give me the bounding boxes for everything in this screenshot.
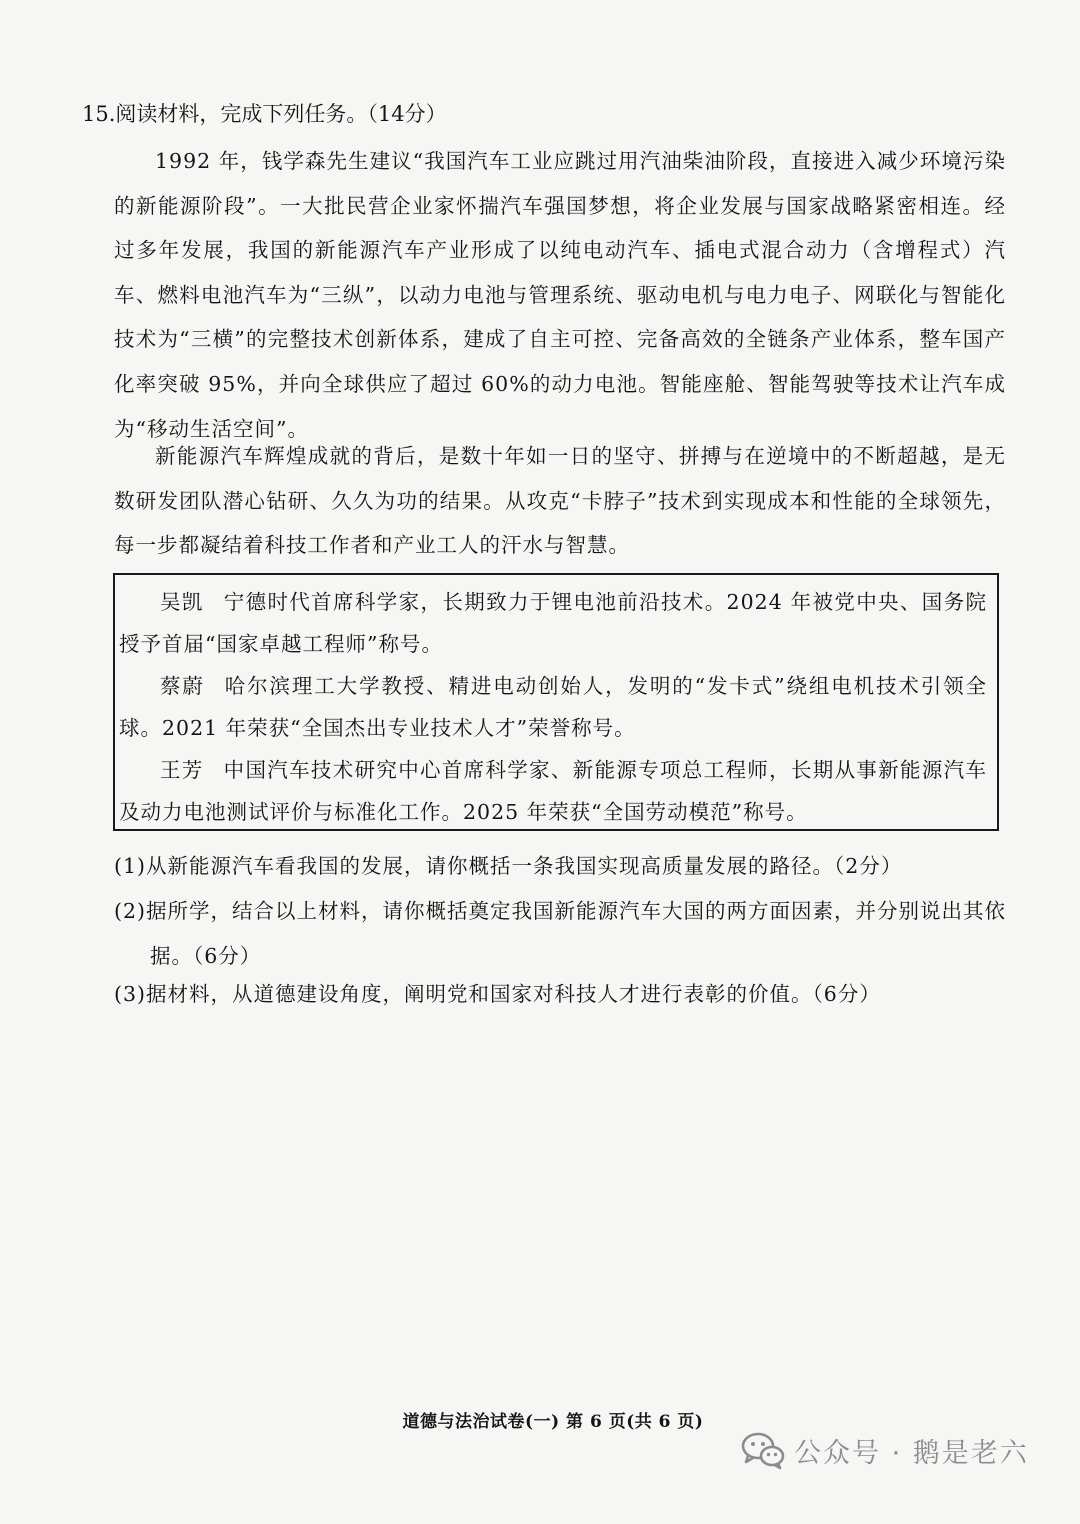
profile-description: 哈尔滨理工大学教授、精进电动创始人，发明的“发卡式”绕组电机技术引领全球。2021 年荣获“全国杰出专业技术人才”荣誉称号。 (119, 674, 988, 740)
profile-name: 蔡蔚 (160, 674, 205, 698)
profile-entry (119, 581, 987, 665)
question-title: 15.阅读材料，完成下列任务。（14分） (82, 102, 447, 126)
task-2: (2)据所学，结合以上材料，请你概括奠定我国新能源汽车大国的两方面因素，并分别说出其依据。（6分） (114, 899, 1007, 968)
scientist-profiles-box (113, 573, 999, 831)
profile-entry (119, 749, 987, 833)
profile-name: 王芳 (160, 758, 204, 782)
page-footer: 道德与法治试卷(一) 第 6 页(共 6 页) (402, 1412, 704, 1432)
profile-name: 吴凯 (160, 590, 204, 614)
profile-description: 宁德时代首席科学家，长期致力于锂电池前沿技术。2024 年被党中央、国务院授予首届“国家卓越工程师”称号。 (119, 590, 988, 656)
profile-description: 中国汽车技术研究中心首席科学家、新能源专项总工程师，长期从事新能源汽车及动力电池测试评价与标准化工作。2025 年荣获“全国劳动模范”称号。 (119, 758, 987, 824)
task-3: (3)据材料，从道德建设角度，阐明党和国家对科技人才进行表彰的价值。（6分） (114, 982, 881, 1006)
watermark (740, 1425, 1029, 1475)
profile-entry (119, 665, 987, 749)
watermark-text: 公众号 · 鹅是老六 (794, 1437, 1029, 1469)
task-1: (1)从新能源汽车看我国的发展，请你概括一条我国实现高质量发展的路径。（2分） (114, 854, 903, 878)
material-paragraph-1: 1992 年，钱学森先生建议“我国汽车工业应跳过用汽油柴油阶段，直接进入减少环境污染的新能源阶段”。一大批民营企业家怀揣汽车强国梦想，将企业发展与国家战略紧密相连。经过多年发展，我国的新能源汽车产业形成了以纯电动汽车、插电式混合动力（含增程式）汽车、燃料电池汽车为“三纵”，以动力电池与管理系统、驱动电机与电力电子、网联化与智能化技术为“三横”的完整技术创新体系，建成了自主可控、完备高效的全链条产业体系，整车国产化率突破 95%，并向全球供应了超过 60%的动力电池。智能座舱、智能驾驶等技术让汽车成为“移动生活空间”。 (114, 149, 1006, 441)
wechat-icon (740, 1430, 786, 1470)
material-paragraph-2: 新能源汽车辉煌成就的背后，是数十年如一日的坚守、拼搏与在逆境中的不断超越，是无数研发团队潜心钻研、久久为功的结果。从攻克“卡脖子”技术到实现成本和性能的全球领先，每一步都凝结着科技工作者和产业工人的汗水与智慧。 (114, 444, 1006, 558)
